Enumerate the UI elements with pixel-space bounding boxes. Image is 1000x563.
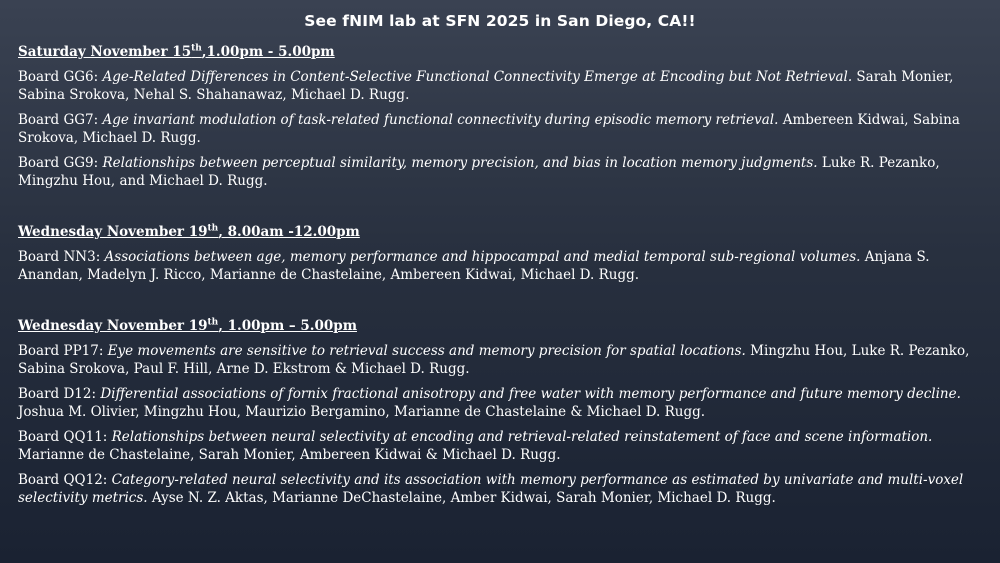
poster-authors: Ambereen Kidwai, Sabina Srokova, Michael D. Rugg.: [18, 112, 960, 146]
poster-entry: [18, 343, 988, 378]
poster-authors: Joshua M. Olivier, Mingzhu Hou, Maurizio Bergamino, Marianne de Chastelaine & Michael D. Rugg.: [18, 403, 706, 420]
poster-title: Age invariant modulation of task-related functional connectivity during episodic memory retrieval.: [102, 112, 779, 128]
session-time: , 8.00am -12.00pm: [218, 224, 360, 240]
board-label: Board QQ11:: [18, 429, 112, 445]
session-day: Wednesday November 19: [18, 224, 208, 240]
board-label: Board D12:: [18, 386, 101, 402]
session-day-suffix: th: [191, 43, 202, 54]
session-time: ,1.00pm - 5.00pm: [201, 44, 335, 60]
poster-entry: [18, 386, 988, 421]
session-heading: [18, 318, 988, 335]
poster-entry: [18, 472, 988, 507]
spacer: [18, 198, 988, 224]
board-label: Board QQ12:: [18, 472, 112, 488]
session-heading: [18, 224, 988, 241]
poster-title: Eye movements are sensitive to retrieval success and memory precision for spatial locations.: [107, 343, 746, 359]
poster-title: Category-related neural selectivity and its association with memory performance as estimated by univariate and multi-voxel selectivity metrics.: [18, 472, 964, 506]
board-label: Board GG9:: [18, 155, 103, 171]
session-day: Wednesday November 19: [18, 318, 208, 334]
poster-authors: Anjana S. Anandan, Madelyn J. Ricco, Marianne de Chastelaine, Ambereen Kidwai, Michael D. Rugg.: [18, 249, 930, 283]
spacer: [18, 292, 988, 318]
page-title: See fNIM lab at SFN 2025 in San Diego, CA!!: [304, 12, 696, 30]
poster-title: Associations between age, memory performance and hippocampal and medial temporal sub-regional volumes.: [104, 249, 861, 265]
session-day: Saturday November 15: [18, 44, 192, 60]
poster-title: Differential associations of fornix fractional anisotropy and free water with memory performance and future memory decline.: [100, 386, 961, 402]
session-day-suffix: th: [207, 317, 219, 328]
poster-authors: Marianne de Chastelaine, Sarah Monier, Ambereen Kidwai & Michael D. Rugg.: [18, 446, 561, 463]
board-label: Board GG7:: [18, 112, 103, 128]
poster-entry: [18, 249, 988, 284]
poster-authors: Mingzhu Hou, Luke R. Pezanko, Sabina Srokova, Paul F. Hill, Arne D. Ekstrom & Michael D. Rugg.: [18, 343, 970, 377]
poster-entry: [18, 112, 988, 147]
session-wednesday-afternoon: [18, 318, 988, 507]
session-saturday: [18, 44, 988, 190]
poster-title: Age-Related Differences in Content-Selective Functional Connectivity Emerge at Encoding but Not Retrieval.: [102, 69, 853, 85]
poster-authors: Luke R. Pezanko, Mingzhu Hou, and Michael D. Rugg.: [18, 155, 940, 189]
board-label: Board NN3:: [18, 249, 105, 265]
poster-entry: [18, 155, 988, 190]
poster-entry: [18, 69, 988, 104]
session-time: , 1.00pm – 5.00pm: [218, 318, 357, 334]
session-heading: [18, 44, 988, 61]
poster-title: Relationships between perceptual similarity, memory precision, and bias in location memory judgments.: [102, 155, 818, 171]
poster-entry: [18, 429, 988, 464]
poster-title: Relationships between neural selectivity at encoding and retrieval-related reinstatement of face and scene information.: [111, 429, 933, 445]
board-label: Board GG6:: [18, 69, 103, 85]
poster-authors: Ayse N. Z. Aktas, Marianne DeChastelaine, Amber Kidwai, Sarah Monier, Michael D. Rugg.: [147, 489, 776, 506]
session-wednesday-morning: [18, 224, 988, 284]
session-day-suffix: th: [207, 223, 219, 234]
poster-authors: Sarah Monier, Sabina Srokova, Nehal S. Shahanawaz, Michael D. Rugg.: [18, 69, 954, 103]
board-label: Board PP17:: [18, 343, 108, 359]
schedule: [18, 44, 988, 515]
